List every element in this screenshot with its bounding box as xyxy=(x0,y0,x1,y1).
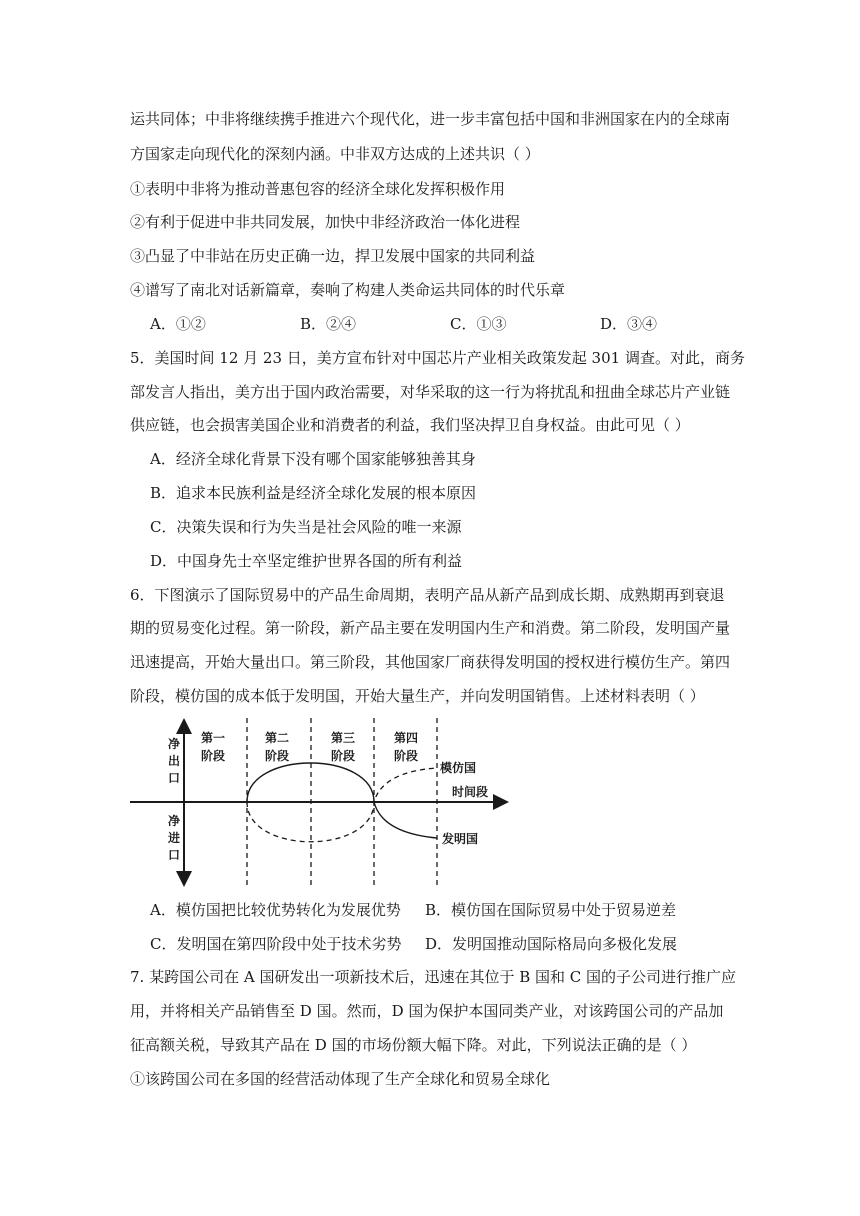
stage-3-label-bottom: 阶段 xyxy=(331,749,356,763)
q6-option-b: B．模仿国在国际贸易中处于贸易逆差 xyxy=(425,901,677,919)
y-top-label-2: 出 xyxy=(168,754,181,768)
q5-stem-line-3: 供应链，也会损害美国企业和消费者的利益，我们坚决捍卫自身权益。由此可见（ ） xyxy=(130,416,690,434)
y-top-label-3: 口 xyxy=(168,771,181,785)
q4-item-1: ①表明中非将为推动普惠包容的经济全球化发挥积极作用 xyxy=(130,180,506,198)
q7-stem-line-3: 征高额关税，导致其产品在 D 国的市场份额大幅下降。对此，下列说法正确的是（ ） xyxy=(130,1036,697,1054)
q4-option-c: C．①③ xyxy=(450,315,507,333)
q6-option-d: D．发明国推动国际格局向多极化发展 xyxy=(425,935,678,953)
q6-stem-line-3: 迅速提高，开始大量出口。第三阶段，其他国家厂商获得发明国的授权进行模仿生产。第四 xyxy=(130,653,731,671)
q6-stem-line-1: 6．下图演示了国际贸易中的产品生命周期，表明产品从新产品到成长期、成熟期再到衰退 xyxy=(130,586,725,604)
imitator-label: 模仿国 xyxy=(440,761,477,775)
y-bottom-label-1: 净 xyxy=(168,814,181,828)
stage-2-label-bottom: 阶段 xyxy=(265,749,290,763)
q7-item-1: ①该跨国公司在多国的经营活动体现了生产全球化和贸易全球化 xyxy=(130,1070,551,1088)
q6-option-c: C．发明国在第四阶段中处于技术劣势 xyxy=(150,935,402,953)
q5-option-c: C．决策失误和行为失当是社会风险的唯一来源 xyxy=(150,518,462,536)
x-axis-label: 时间段 xyxy=(452,785,489,799)
q4-stem-line-1: 运共同体；中非将继续携手推进六个现代化，进一步丰富包括中国和非洲国家在内的全球南 xyxy=(130,110,731,128)
q6-options-row-1 xyxy=(150,899,760,921)
q5-option-a: A．经济全球化背景下没有哪个国家能够独善其身 xyxy=(150,450,476,468)
stage-2-label-top: 第二 xyxy=(265,731,290,745)
stage-1-label-bottom: 阶段 xyxy=(201,749,226,763)
q6-options-row-2 xyxy=(150,933,760,955)
q4-option-a: A．①② xyxy=(150,315,206,333)
q7-stem-line-1: 7. 某跨国公司在 A 国研发出一项新技术后，迅速在其位于 B 国和 C 国的子公司进行推广应 xyxy=(130,968,737,986)
q7-stem-line-2: 用，并将相关产品销售至 D 国。然而，D 国为保护本国同类产业，对该跨国公司的产品加 xyxy=(130,1002,724,1020)
q6-stem-line-4: 阶段，模仿国的成本低于发明国，开始大量生产，并向发明国销售。上述材料表明（ ） xyxy=(130,687,705,705)
q5-stem-line-2: 部发言人指出，美方出于国内政治需要，对华采取的这一行为将扰乱和扭曲全球芯片产业链 xyxy=(130,383,731,401)
y-bottom-label-3: 口 xyxy=(168,848,181,862)
inventor-curve xyxy=(247,763,437,838)
q4-option-b: B．②④ xyxy=(300,315,357,333)
q6-stem-line-2: 期的贸易变化过程。第一阶段，新产品主要在发明国内生产和消费。第二阶段，发明国产量 xyxy=(130,619,731,637)
q4-option-d: D．③④ xyxy=(600,315,658,333)
stage-3-label-top: 第三 xyxy=(331,731,356,745)
q4-item-2: ②有利于促进中非共同发展，加快中非经济政治一体化进程 xyxy=(130,213,521,231)
q6-option-a: A．模仿国把比较优势转化为发展优势 xyxy=(150,901,401,919)
q5-option-d: D．中国身先士卒坚定维护世界各国的所有利益 xyxy=(150,552,463,570)
q4-item-3: ③凸显了中非站在历史正确一边，捍卫发展中国家的共同利益 xyxy=(130,247,536,265)
stage-4-label-bottom: 阶段 xyxy=(394,749,419,763)
stage-4-label-top: 第四 xyxy=(394,731,419,745)
q4-item-4: ④谱写了南北对话新篇章，奏响了构建人类命运共同体的时代乐章 xyxy=(130,281,566,299)
y-bottom-label-2: 进 xyxy=(168,831,181,845)
stage-1-label-top: 第一 xyxy=(201,731,226,745)
q5-stem-line-1: 5．美国时间 12 月 23 日，美方宣布针对中国芯片产业相关政策发起 301 调查。对此，商务 xyxy=(130,349,745,367)
y-top-label-1: 净 xyxy=(168,737,181,751)
q5-option-b: B．追求本民族利益是经济全球化发展的根本原因 xyxy=(150,484,477,502)
imitator-curve xyxy=(247,768,437,842)
q4-stem-line-2: 方国家走向现代化的深刻内涵。中非双方达成的上述共识（ ） xyxy=(130,145,540,163)
inventor-label: 发明国 xyxy=(442,832,479,846)
